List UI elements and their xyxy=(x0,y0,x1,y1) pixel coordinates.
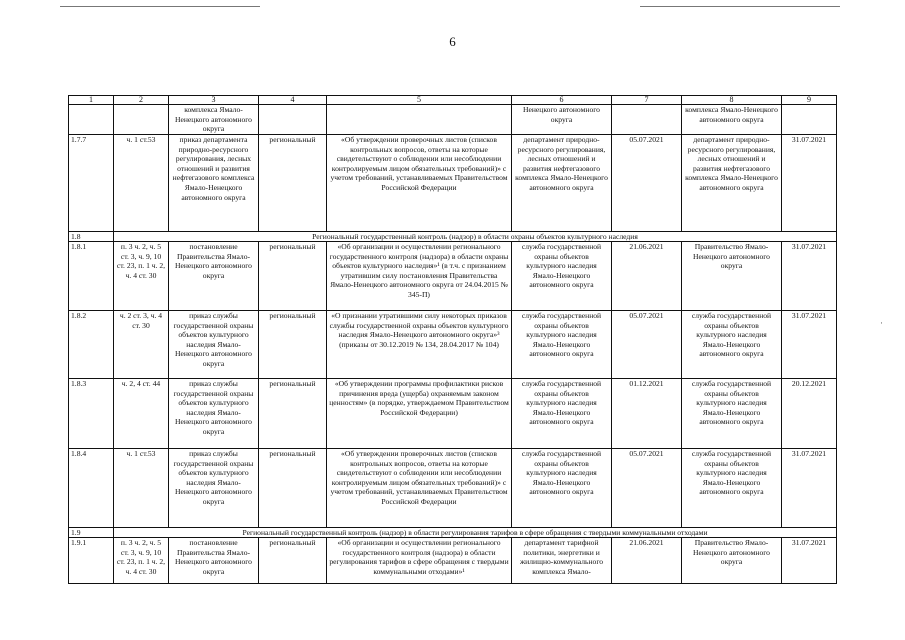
cell-level: региональный xyxy=(259,135,327,232)
header-cell: 7 xyxy=(612,96,682,105)
cell-date-submit: 21.06.2021 xyxy=(612,242,682,311)
cell-act-type: приказ службы государственной охраны объектов культурного наследия Ямало-Ненецкого автономного округа xyxy=(169,379,259,449)
cell-number: 1.8.1 xyxy=(69,242,114,311)
section-row xyxy=(69,528,837,538)
header-cell: 4 xyxy=(259,96,327,105)
cell-number: 1.8.4 xyxy=(69,449,114,528)
cell-article: ч. 1 ст.53 xyxy=(114,135,169,232)
cell-act-title: «Об утверждении проверочных листов (списков контрольных вопросов, ответы на которые свидетельствуют о соблюдении или несоблюдении контролируемым лицом обязательных требований)» с учетом требований, устанавливаемых Правительством Российской Федерации xyxy=(327,135,512,232)
table-row xyxy=(69,379,837,449)
section-title: Региональный государственный контроль (надзор) в области охраны объектов культурного наследия xyxy=(114,232,837,242)
cell-number: 1.7.7 xyxy=(69,135,114,232)
cell-developer: служба государственной охраны объектов культурного наследия Ямало-Ненецкого автономного округа xyxy=(512,311,612,379)
header-cell: 6 xyxy=(512,96,612,105)
header-cell: 9 xyxy=(782,96,837,105)
section-title: Региональный государственный контроль (надзор) в области регулирования тарифов в сфере обращения с твердыми коммунальными отходами xyxy=(114,528,837,538)
header-cell: 1 xyxy=(69,96,114,105)
cell-act-title: «Об утверждении проверочных листов (списков контрольных вопросов, ответы на которые свидетельствуют о соблюдении или несоблюдении контролируемым лицом обязательных требований)» с учетом требований, устанавливаемых Правительством Российской Федерации xyxy=(327,449,512,528)
cell-article: ч. 1 ст.53 xyxy=(114,449,169,528)
cell-number: 1.9.1 xyxy=(69,538,114,584)
section-row xyxy=(69,232,837,242)
cell-article: п. 3 ч. 2, ч. 5 ст. 3, ч. 9, 10 ст. 23, п. 1 ч. 2, ч. 4 ст. 30 xyxy=(114,538,169,584)
cell-responsible: служба государственной охраны объектов культурного наследия Ямало-Ненецкого автономного округа xyxy=(682,449,782,528)
cell-developer: служба государственной охраны объектов культурного наследия Ямало-Ненецкого автономного округа xyxy=(512,449,612,528)
cell-developer: Ненецкого автономного округа xyxy=(512,105,612,135)
cell-date-submit: 01.12.2021 xyxy=(612,379,682,449)
section-number: 1.8 xyxy=(69,232,114,242)
cell-responsible: служба государственной охраны объектов культурного наследия Ямало-Ненецкого автономного округа xyxy=(682,379,782,449)
header-cell: 2 xyxy=(114,96,169,105)
cell-act-type: постановление Правительства Ямало-Ненецкого автономного округа xyxy=(169,242,259,311)
cell-number: 1.8.3 xyxy=(69,379,114,449)
table-row xyxy=(69,311,837,379)
cell-act-title: «Об организации и осуществлении регионального государственного контроля (надзора) в области регулирования тарифов в сфере обращения с твердыми коммунальными отходами»¹ xyxy=(327,538,512,584)
cell-article: ч. 2, 4 ст. 44 xyxy=(114,379,169,449)
cell-act-type: приказ службы государственной охраны объектов культурного наследия Ямало-Ненецкого автономного округа xyxy=(169,449,259,528)
cell-level: региональный xyxy=(259,311,327,379)
margin-mark: · xyxy=(880,318,883,328)
cell-article: п. 3 ч. 2, ч. 5 ст. 3, ч. 9, 10 ст. 23, п. 1 ч. 2, ч. 4 ст. 30 xyxy=(114,242,169,311)
cell-act-type: приказ департамента природно-ресурсного регулирования, лесных отношений и развития нефтегазового комплекса Ямало-Ненецкого автономного округа xyxy=(169,135,259,232)
cell-level: региональный xyxy=(259,538,327,584)
cell-developer: служба государственной охраны объектов культурного наследия Ямало-Ненецкого автономного округа xyxy=(512,379,612,449)
cell-responsible: департамент природно-ресурсного регулирования, лесных отношений и развития нефтегазового комплекса Ямало-Ненецкого автономного округа xyxy=(682,135,782,232)
continuation-row xyxy=(69,105,837,135)
cell-developer: департамент тарифной политики, энергетики и жилищно-коммунального комплекса Ямало- xyxy=(512,538,612,584)
cell-date-submit: 05.07.2021 xyxy=(612,311,682,379)
scan-edge-left xyxy=(60,6,260,7)
scan-edge-right xyxy=(640,6,840,7)
section-number: 1.9 xyxy=(69,528,114,538)
table-row xyxy=(69,242,837,311)
table-row xyxy=(69,538,837,584)
header-cell: 8 xyxy=(682,96,782,105)
cell-date-adopt: 31.07.2021 xyxy=(782,311,837,379)
cell-date-adopt: 31.07.2021 xyxy=(782,242,837,311)
cell-date-adopt: 20.12.2021 xyxy=(782,379,837,449)
cell-responsible: служба государственной охраны объектов культурного наследия Ямало-Ненецкого автономного округа xyxy=(682,311,782,379)
cell-number: 1.8.2 xyxy=(69,311,114,379)
cell-date-submit: 21.06.2021 xyxy=(612,538,682,584)
cell-date-adopt: 31.07.2021 xyxy=(782,538,837,584)
cell-date-adopt: 31.07.2021 xyxy=(782,449,837,528)
cell-level: региональный xyxy=(259,379,327,449)
plan-table xyxy=(68,95,837,584)
cell-responsible: комплекса Ямало-Ненецкого автономного округа xyxy=(682,105,782,135)
header-cell: 5 xyxy=(327,96,512,105)
cell-date-adopt: 31.07.2021 xyxy=(782,135,837,232)
cell-article: ч. 2 ст. 3, ч. 4 ст. 30 xyxy=(114,311,169,379)
cell-developer: департамент природно-ресурсного регулирования, лесных отношений и развития нефтегазового комплекса Ямало-Ненецкого автономного округа xyxy=(512,135,612,232)
cell-responsible: Правительство Ямало-Ненецкого автономного округа xyxy=(682,242,782,311)
cell-act-title: «О признании утратившими силу некоторых приказов службы государственной охраны объектов культурного наследия Ямало-Ненецкого автономного округа»³ (приказы от 30.12.2019 № 134, 28.04.2017 № 104) xyxy=(327,311,512,379)
page-number: 6 xyxy=(449,34,456,49)
cell-act-type: постановление Правительства Ямало-Ненецкого автономного округа xyxy=(169,538,259,584)
cell-responsible: Правительство Ямало-Ненецкого автономного округа xyxy=(682,538,782,584)
cell-level: региональный xyxy=(259,449,327,528)
cell-act-title: «Об организации и осуществлении регионального государственного контроля (надзора) в области охраны объектов культурного наследия»¹ (в т.ч. с признанием утратившим силу постановления Правительства Ямало-Ненецкого автономного округа от 24.04.2015 № 345-П) xyxy=(327,242,512,311)
cell-level: региональный xyxy=(259,242,327,311)
table-row xyxy=(69,135,837,232)
cell-developer: служба государственной охраны объектов культурного наследия Ямало-Ненецкого автономного округа xyxy=(512,242,612,311)
cell-date-submit: 05.07.2021 xyxy=(612,449,682,528)
cell-act-title: «Об утверждении программы профилактики рисков причинения вреда (ущерба) охраняемым законом ценностям» (в порядке, утверждаемом Правительством Российской Федерации) xyxy=(327,379,512,449)
cell-act-type: комплекса Ямало-Ненецкого автономного округа xyxy=(169,105,259,135)
cell-act-type: приказ службы государственной охраны объектов культурного наследия Ямало-Ненецкого автономного округа xyxy=(169,311,259,379)
header-row xyxy=(69,96,837,105)
table-row xyxy=(69,449,837,528)
header-cell: 3 xyxy=(169,96,259,105)
cell-date-submit: 05.07.2021 xyxy=(612,135,682,232)
